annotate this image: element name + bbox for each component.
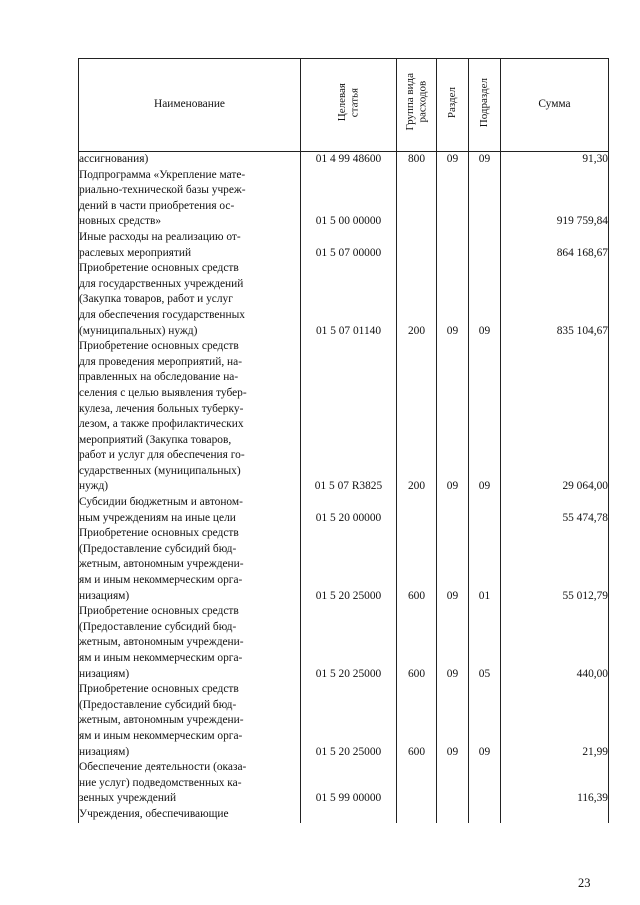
row-subsection bbox=[469, 760, 501, 807]
row-name-line: (Предоставление субсидий бюд- bbox=[79, 620, 237, 633]
row-name-line: ям и иным некоммерческим орга- bbox=[79, 574, 243, 587]
row-name-line: Приобретение основных средств bbox=[79, 340, 239, 353]
table-row bbox=[79, 339, 609, 495]
row-name-line: риально-технической базы учреж- bbox=[79, 184, 246, 197]
row-subsection: 09 bbox=[469, 682, 501, 760]
row-target-article: 01 5 20 25000 bbox=[301, 526, 397, 604]
row-expense-group bbox=[397, 807, 437, 823]
row-subsection bbox=[469, 495, 501, 526]
row-name-line: новных средств» bbox=[79, 215, 162, 228]
table-row bbox=[79, 168, 609, 230]
row-name-line: Учреждения, обеспечивающие bbox=[79, 807, 229, 820]
row-name-line: ассигнования) bbox=[79, 153, 149, 165]
row-name-line: Иные расходы на реализацию от- bbox=[79, 230, 241, 243]
row-subsection: 09 bbox=[469, 152, 501, 168]
row-amount: 440,00 bbox=[501, 604, 609, 682]
table-row bbox=[79, 807, 609, 823]
row-expense-group bbox=[397, 495, 437, 526]
row-amount: 835 104,67 bbox=[501, 261, 609, 339]
row-target-article: 01 5 00 00000 bbox=[301, 168, 397, 230]
row-name-line: работ и услуг для обеспечения го- bbox=[79, 449, 245, 462]
row-expense-group: 600 bbox=[397, 526, 437, 604]
row-name-line: нужд) bbox=[79, 480, 109, 493]
row-amount: 91,30 bbox=[501, 152, 609, 168]
row-name-line: (муниципальных) нужд) bbox=[79, 324, 198, 337]
row-section: 09 bbox=[437, 339, 469, 495]
header-name: Наименование bbox=[79, 59, 301, 152]
row-subsection: 05 bbox=[469, 604, 501, 682]
row-expense-group: 200 bbox=[397, 261, 437, 339]
row-name-line: мероприятий (Закупка товаров, bbox=[79, 433, 232, 446]
row-amount: 55 474,78 bbox=[501, 495, 609, 526]
row-target-article: 01 5 99 00000 bbox=[301, 760, 397, 807]
row-amount: 29 064,00 bbox=[501, 339, 609, 495]
row-name bbox=[79, 230, 301, 261]
row-name-line: низациям) bbox=[79, 745, 130, 758]
row-name-line: дений в части приобретения ос- bbox=[79, 199, 235, 212]
row-name-line: ным учреждениям на иные цели bbox=[79, 511, 236, 524]
row-name-line: (Закупка товаров, работ и услуг bbox=[79, 293, 233, 306]
row-subsection bbox=[469, 230, 501, 261]
row-name-line: кулеза, лечения больных туберку- bbox=[79, 402, 244, 415]
row-section bbox=[437, 495, 469, 526]
row-name-line: лезом, а также профилактических bbox=[79, 418, 244, 431]
row-name-line: ям и иным некоммерческим орга- bbox=[79, 729, 243, 742]
row-amount: 116,39 bbox=[501, 760, 609, 807]
page-number: 23 bbox=[578, 876, 591, 890]
header-subsection: Подраздел bbox=[469, 59, 501, 152]
row-name bbox=[79, 807, 301, 823]
table-row bbox=[79, 152, 609, 168]
row-name-line: Приобретение основных средств bbox=[79, 683, 239, 696]
row-name-line: жетным, автономным учреждени- bbox=[79, 714, 244, 727]
row-amount: 55 012,79 bbox=[501, 526, 609, 604]
row-name bbox=[79, 168, 301, 230]
row-name-line: селения с целью выявления тубер- bbox=[79, 386, 247, 399]
table-row bbox=[79, 682, 609, 760]
row-name-line: жетным, автономным учреждени- bbox=[79, 636, 244, 649]
row-target-article: 01 5 07 R3825 bbox=[301, 339, 397, 495]
row-name-line: для государственных учреждений bbox=[79, 277, 244, 290]
header-section: Раздел bbox=[437, 59, 469, 152]
row-name-line: раслевых мероприятий bbox=[79, 246, 192, 259]
row-name bbox=[79, 682, 301, 760]
row-target-article bbox=[301, 807, 397, 823]
row-section: 09 bbox=[437, 526, 469, 604]
row-section: 09 bbox=[437, 604, 469, 682]
row-name bbox=[79, 261, 301, 339]
row-name bbox=[79, 152, 301, 168]
row-expense-group: 600 bbox=[397, 682, 437, 760]
row-expense-group bbox=[397, 168, 437, 230]
table-row bbox=[79, 760, 609, 807]
row-subsection: 09 bbox=[469, 339, 501, 495]
budget-table bbox=[78, 58, 609, 823]
row-name bbox=[79, 495, 301, 526]
row-section: 09 bbox=[437, 152, 469, 168]
row-section bbox=[437, 230, 469, 261]
table-row bbox=[79, 604, 609, 682]
row-expense-group bbox=[397, 230, 437, 261]
row-name bbox=[79, 339, 301, 495]
row-expense-group bbox=[397, 760, 437, 807]
table-row bbox=[79, 526, 609, 604]
table-body bbox=[79, 152, 609, 823]
table-row bbox=[79, 495, 609, 526]
row-name-line: ние услуг) подведомственных ка- bbox=[79, 776, 242, 789]
row-name-line: Субсидии бюджетным и автоном- bbox=[79, 496, 243, 509]
table-row bbox=[79, 230, 609, 261]
row-section bbox=[437, 168, 469, 230]
row-name-line: (Предоставление субсидий бюд- bbox=[79, 698, 237, 711]
row-target-article: 01 5 07 01140 bbox=[301, 261, 397, 339]
row-subsection: 01 bbox=[469, 526, 501, 604]
row-name-line: низациям) bbox=[79, 667, 130, 680]
row-expense-group: 200 bbox=[397, 339, 437, 495]
row-name-line: для проведения мероприятий, на- bbox=[79, 355, 242, 368]
row-target-article: 01 5 20 25000 bbox=[301, 604, 397, 682]
header-target-article: Целевая статья bbox=[301, 59, 397, 152]
row-target-article: 01 5 07 00000 bbox=[301, 230, 397, 261]
row-name-line: Приобретение основных средств bbox=[79, 527, 239, 540]
row-expense-group: 600 bbox=[397, 604, 437, 682]
row-name bbox=[79, 604, 301, 682]
row-name-line: правленных на обследование на- bbox=[79, 371, 239, 384]
row-name-line: низациям) bbox=[79, 589, 130, 602]
row-name-line: зенных учреждений bbox=[79, 792, 177, 805]
row-name-line: сударственных (муниципальных) bbox=[79, 464, 241, 477]
row-name-line: Обеспечение деятельности (оказа- bbox=[79, 761, 247, 774]
row-target-article: 01 4 99 48600 bbox=[301, 152, 397, 168]
row-name bbox=[79, 526, 301, 604]
row-section bbox=[437, 807, 469, 823]
row-subsection bbox=[469, 168, 501, 230]
row-amount: 21,99 bbox=[501, 682, 609, 760]
row-expense-group: 800 bbox=[397, 152, 437, 168]
row-section: 09 bbox=[437, 261, 469, 339]
header-expense-group: Группа вида расходов bbox=[397, 59, 437, 152]
row-name-line: Приобретение основных средств bbox=[79, 262, 239, 275]
row-name-line: ям и иным некоммерческим орга- bbox=[79, 652, 243, 664]
row-subsection bbox=[469, 807, 501, 823]
row-name-line: жетным, автономным учреждени- bbox=[79, 558, 244, 571]
row-subsection: 09 bbox=[469, 261, 501, 339]
header-amount: Сумма bbox=[501, 59, 609, 152]
row-amount: 919 759,84 bbox=[501, 168, 609, 230]
row-amount bbox=[501, 807, 609, 823]
row-target-article: 01 5 20 25000 bbox=[301, 682, 397, 760]
row-name-line: Подпрограмма «Укрепление мате- bbox=[79, 168, 246, 181]
row-section: 09 bbox=[437, 682, 469, 760]
row-target-article: 01 5 20 00000 bbox=[301, 495, 397, 526]
table-header-row bbox=[79, 59, 609, 152]
row-name-line: Приобретение основных средств bbox=[79, 605, 239, 618]
row-name-line: (Предоставление субсидий бюд- bbox=[79, 542, 237, 555]
row-amount: 864 168,67 bbox=[501, 230, 609, 261]
table-row bbox=[79, 261, 609, 339]
row-name-line: для обеспечения государственных bbox=[79, 308, 245, 321]
row-name bbox=[79, 760, 301, 807]
row-section bbox=[437, 760, 469, 807]
